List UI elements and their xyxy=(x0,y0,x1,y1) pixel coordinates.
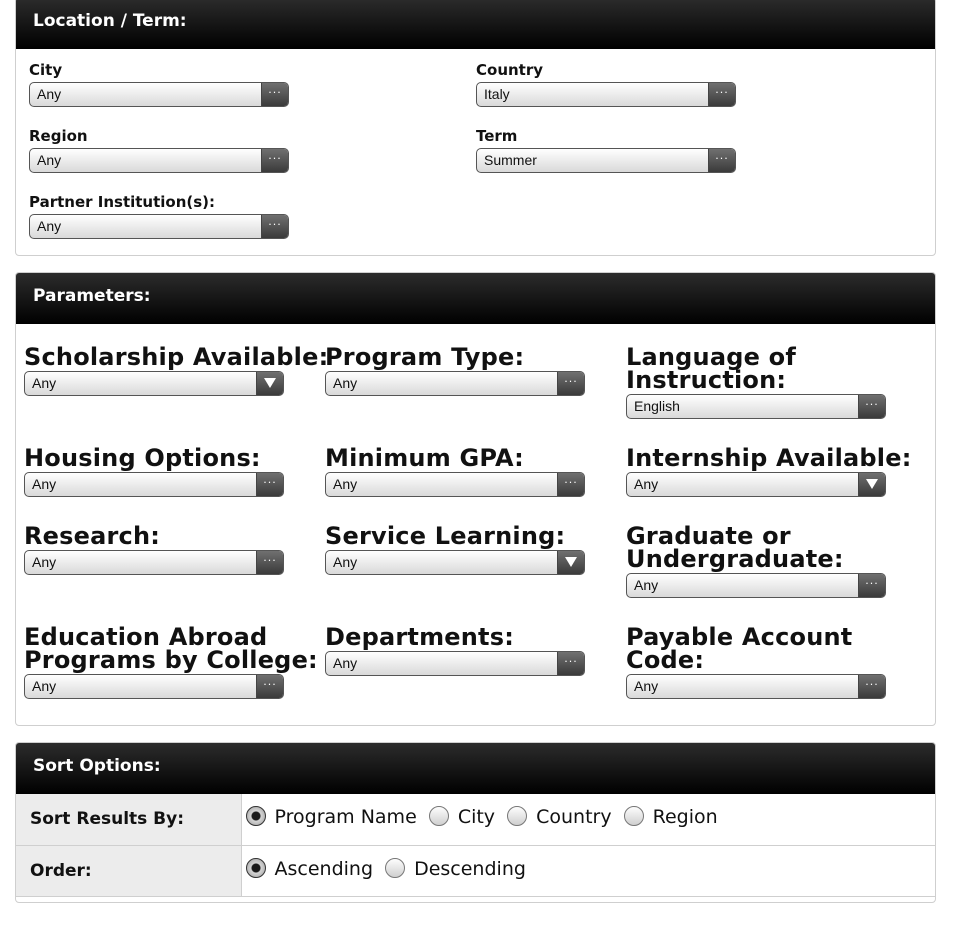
radio-icon[interactable] xyxy=(624,806,644,826)
city-select-value: Any xyxy=(37,86,62,102)
sort-by-label: Sort Results By: xyxy=(16,794,241,845)
payable-label-line1: Payable Account xyxy=(626,623,853,651)
departments-select-value: Any xyxy=(333,655,358,671)
country-select[interactable] xyxy=(476,82,736,107)
housing-select[interactable] xyxy=(24,472,284,497)
research-field xyxy=(24,522,284,575)
region-label: Region xyxy=(29,127,88,145)
region-select[interactable] xyxy=(29,148,289,173)
scholarship-field xyxy=(24,343,329,396)
more-icon[interactable]: ··· xyxy=(557,652,584,675)
grad-undergrad-label-line2: Undergraduate: xyxy=(626,545,844,573)
service-learning-select[interactable] xyxy=(325,550,585,575)
internship-select[interactable] xyxy=(626,472,886,497)
internship-label: Internship Available: xyxy=(626,444,912,472)
program-type-label: Program Type: xyxy=(325,343,525,371)
order-ascending-radio[interactable] xyxy=(246,858,374,880)
min-gpa-select-value: Any xyxy=(333,476,358,492)
partner-select[interactable] xyxy=(29,214,289,239)
ed-abroad-select[interactable] xyxy=(24,674,284,699)
location-term-panel xyxy=(15,0,936,256)
housing-field xyxy=(24,444,284,497)
research-label: Research: xyxy=(24,522,161,550)
radio-label: Country xyxy=(536,806,612,829)
radio-icon[interactable] xyxy=(385,858,405,878)
city-select[interactable] xyxy=(29,82,289,107)
location-term-header: Location / Term: xyxy=(16,0,935,49)
partner-label: Partner Institution(s): xyxy=(29,193,216,211)
payable-label-line2: Code: xyxy=(626,646,705,674)
ed-abroad-field xyxy=(24,623,318,699)
program-type-field xyxy=(325,343,585,396)
sort-options-header: Sort Options: xyxy=(16,743,935,794)
service-learning-label: Service Learning: xyxy=(325,522,566,550)
service-learning-field xyxy=(325,522,585,575)
chevron-down-icon[interactable] xyxy=(557,551,584,574)
more-icon[interactable]: ··· xyxy=(708,149,735,172)
region-field xyxy=(29,126,289,173)
term-select-value: Summer xyxy=(484,152,537,168)
country-select-value: Italy xyxy=(484,86,510,102)
radio-icon[interactable] xyxy=(429,806,449,826)
min-gpa-select[interactable] xyxy=(325,472,585,497)
sort-by-row xyxy=(16,794,935,845)
radio-selected-icon[interactable] xyxy=(246,806,266,826)
ed-abroad-select-value: Any xyxy=(32,678,57,694)
language-label-line2: Instruction: xyxy=(626,366,787,394)
departments-label: Departments: xyxy=(325,623,515,651)
internship-select-value: Any xyxy=(634,476,659,492)
chevron-down-icon[interactable] xyxy=(256,372,283,395)
scholarship-select[interactable] xyxy=(24,371,284,396)
internship-field xyxy=(626,444,912,497)
radio-label: Descending xyxy=(414,857,526,880)
term-select[interactable] xyxy=(476,148,736,173)
parameters-header: Parameters: xyxy=(16,273,935,324)
radio-label: Program Name xyxy=(274,806,417,829)
ed-abroad-label-line2: Programs by College: xyxy=(24,646,318,674)
radio-label: Ascending xyxy=(274,857,374,880)
min-gpa-field xyxy=(325,444,585,497)
program-type-select[interactable] xyxy=(325,371,585,396)
more-icon[interactable]: ··· xyxy=(858,395,885,418)
more-icon[interactable]: ··· xyxy=(858,675,885,698)
chevron-down-icon[interactable] xyxy=(858,473,885,496)
city-field xyxy=(29,60,289,107)
language-field xyxy=(626,343,886,419)
city-label: City xyxy=(29,61,63,79)
sort-by-program-name-radio[interactable] xyxy=(246,806,417,828)
sort-options-table xyxy=(16,794,935,897)
radio-icon[interactable] xyxy=(507,806,527,826)
grad-undergrad-label-line1: Graduate or xyxy=(626,522,791,550)
grad-undergrad-select-value: Any xyxy=(634,577,659,593)
parameters-panel xyxy=(15,272,936,726)
sort-by-city-radio[interactable] xyxy=(429,806,495,828)
order-options xyxy=(241,845,935,896)
order-row xyxy=(16,845,935,896)
term-field xyxy=(476,126,736,173)
housing-label: Housing Options: xyxy=(24,444,261,472)
departments-select[interactable] xyxy=(325,651,585,676)
radio-label: City xyxy=(457,806,496,829)
sort-by-region-radio[interactable] xyxy=(624,806,718,828)
region-select-value: Any xyxy=(37,152,62,168)
more-icon[interactable]: ··· xyxy=(858,574,885,597)
sort-options-panel xyxy=(15,742,936,903)
more-icon[interactable]: ··· xyxy=(256,473,283,496)
program-type-select-value: Any xyxy=(333,375,358,391)
more-icon[interactable]: ··· xyxy=(256,675,283,698)
term-label: Term xyxy=(476,127,518,145)
country-label: Country xyxy=(476,61,544,79)
departments-field xyxy=(325,623,585,676)
payable-field xyxy=(626,623,886,699)
more-icon[interactable]: ··· xyxy=(557,372,584,395)
grad-undergrad-select[interactable] xyxy=(626,573,886,598)
more-icon[interactable]: ··· xyxy=(261,215,288,238)
service-learning-select-value: Any xyxy=(333,554,358,570)
language-select[interactable] xyxy=(626,394,886,419)
sort-by-country-radio[interactable] xyxy=(507,806,611,828)
partner-select-value: Any xyxy=(37,218,62,234)
payable-select[interactable] xyxy=(626,674,886,699)
more-icon[interactable]: ··· xyxy=(256,551,283,574)
radio-selected-icon[interactable] xyxy=(246,858,266,878)
language-label-line1: Language of xyxy=(626,343,796,371)
sort-by-options xyxy=(241,794,935,845)
more-icon[interactable]: ··· xyxy=(261,149,288,172)
housing-select-value: Any xyxy=(32,476,57,492)
scholarship-select-value: Any xyxy=(32,375,57,391)
partner-field xyxy=(29,192,289,239)
radio-label: Region xyxy=(652,806,718,829)
more-icon[interactable]: ··· xyxy=(557,473,584,496)
country-field xyxy=(476,60,736,107)
min-gpa-label: Minimum GPA: xyxy=(325,444,524,472)
research-select[interactable] xyxy=(24,550,284,575)
ed-abroad-label-line1: Education Abroad xyxy=(24,623,268,651)
scholarship-label: Scholarship Available: xyxy=(24,343,329,371)
language-select-value: English xyxy=(634,398,680,414)
order-label: Order: xyxy=(16,845,241,896)
order-descending-radio[interactable] xyxy=(385,858,526,880)
research-select-value: Any xyxy=(32,554,57,570)
more-icon[interactable]: ··· xyxy=(708,83,735,106)
grad-undergrad-field xyxy=(626,522,886,598)
payable-select-value: Any xyxy=(634,678,659,694)
more-icon[interactable]: ··· xyxy=(261,83,288,106)
